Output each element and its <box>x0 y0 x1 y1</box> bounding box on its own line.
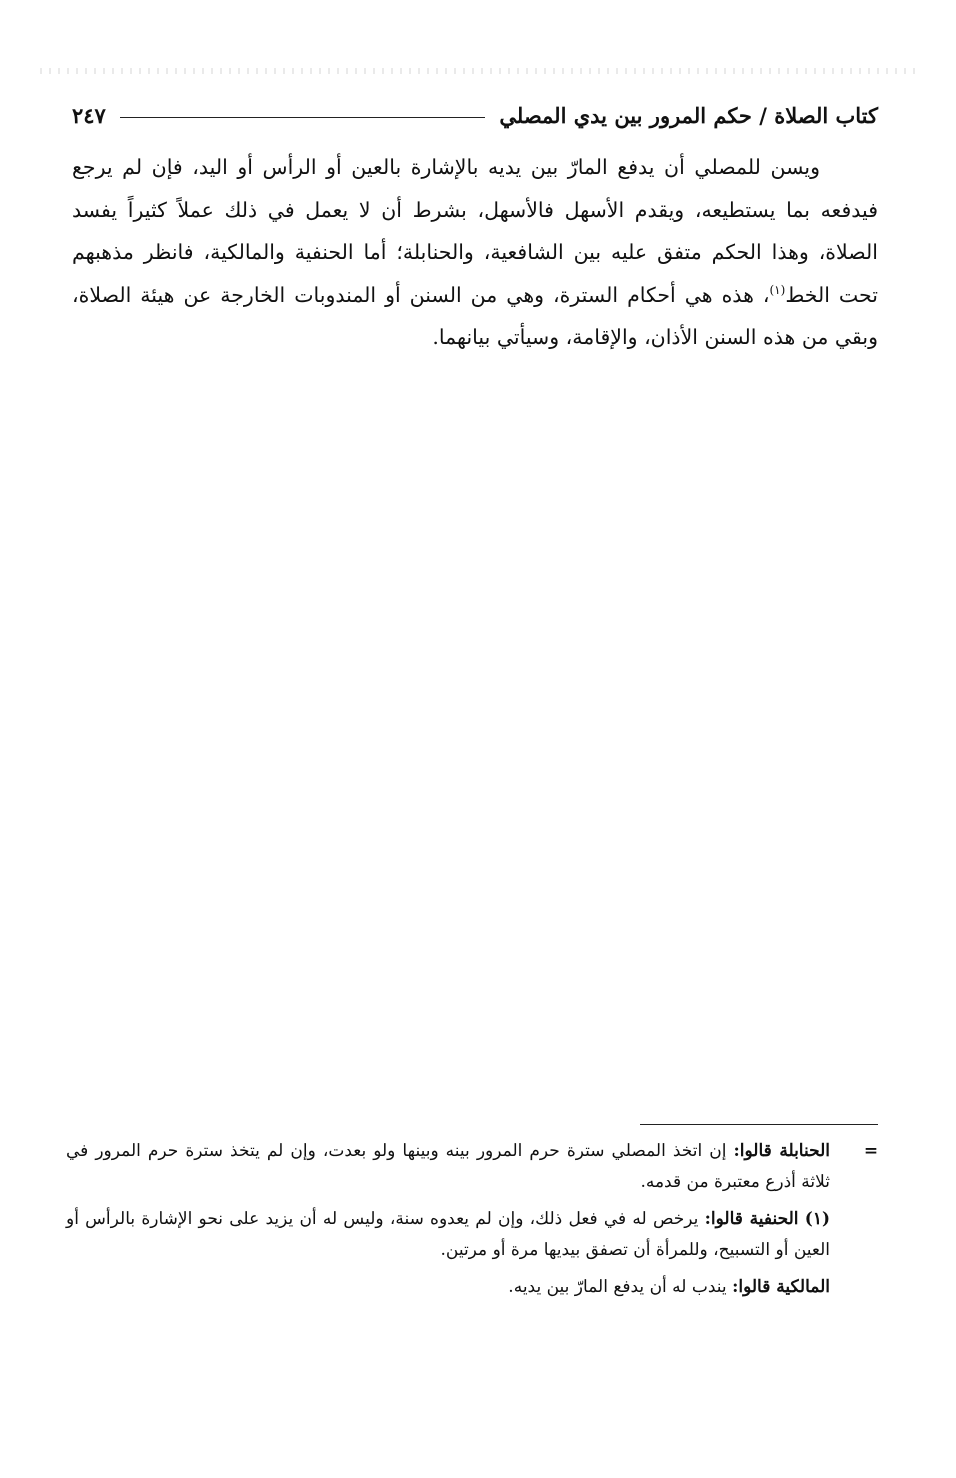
paragraph-text-after-ref: ، هذه هي أحكام السترة، وهي من السنن أو المندوبات الخارجة عن هيئة الصلاة، وبقي من هذه السنن الأذان، والإقامة، وسيأتي بيانهما. <box>72 282 878 349</box>
footnote-hanabila-text: إن اتخذ المصلي سترة حرم المرور بينه وبينها ولو بعدت، وإن لم يتخذ سترة حرم المرور في ثلاثة أذرع معتبرة من قدمه. <box>66 1141 830 1192</box>
footnote-number: (١) <box>804 1209 831 1229</box>
footnote-malikiyya-text: يندب له أن يدفع المارّ بين يديه. <box>508 1277 727 1297</box>
main-paragraph <box>72 146 878 359</box>
header-rule <box>120 117 486 118</box>
footnote-hanafiyya-text: يرخص له في فعل ذلك، وإن لم يعدوه سنة، وليس له أن يزيد على نحو الإشارة بالرأس أو العين أو التسبيح، وللمرأة أن تصفق بيديها مرة أو مرتين. <box>66 1209 830 1260</box>
footnote-1 <box>66 1204 878 1266</box>
footnote-hanabila <box>66 1136 878 1198</box>
footnote-separator <box>640 1124 878 1125</box>
school-label-malikiyya: المالكية قالوا: <box>732 1277 830 1297</box>
footnotes <box>66 1136 878 1309</box>
footnote-reference: (١) <box>769 282 786 297</box>
page-number: ٢٤٧ <box>72 102 106 128</box>
footnote-continuation <box>66 1136 878 1198</box>
school-label-hanafiyya: الحنفية قالوا: <box>704 1209 799 1229</box>
running-title: كتاب الصلاة / حكم المرور بين يدي المصلي <box>499 102 878 128</box>
footnote-malikiyya <box>66 1272 878 1303</box>
scan-artifact <box>40 68 920 74</box>
page-header <box>72 98 878 132</box>
paragraph-text-before-ref: ويسن للمصلي أن يدفع المارّ بين يديه بالإشارة بالعين أو الرأس أو اليد، فإن لم يرجع فيدفعه بما يستطيعه، ويقدم الأسهل فالأسهل، بشرط أن لا يعمل في ذلك عملاً كثيراً يفسد الصلاة، وهذا الحكم متفق عليه بين الشافعية، والحنابلة؛ أما الحنفية والمالكية، فانظر مذهبهم تحت الخط <box>72 155 878 307</box>
school-label-hanabila: الحنابلة قالوا: <box>733 1141 830 1161</box>
continuation-mark: = <box>863 1141 879 1161</box>
